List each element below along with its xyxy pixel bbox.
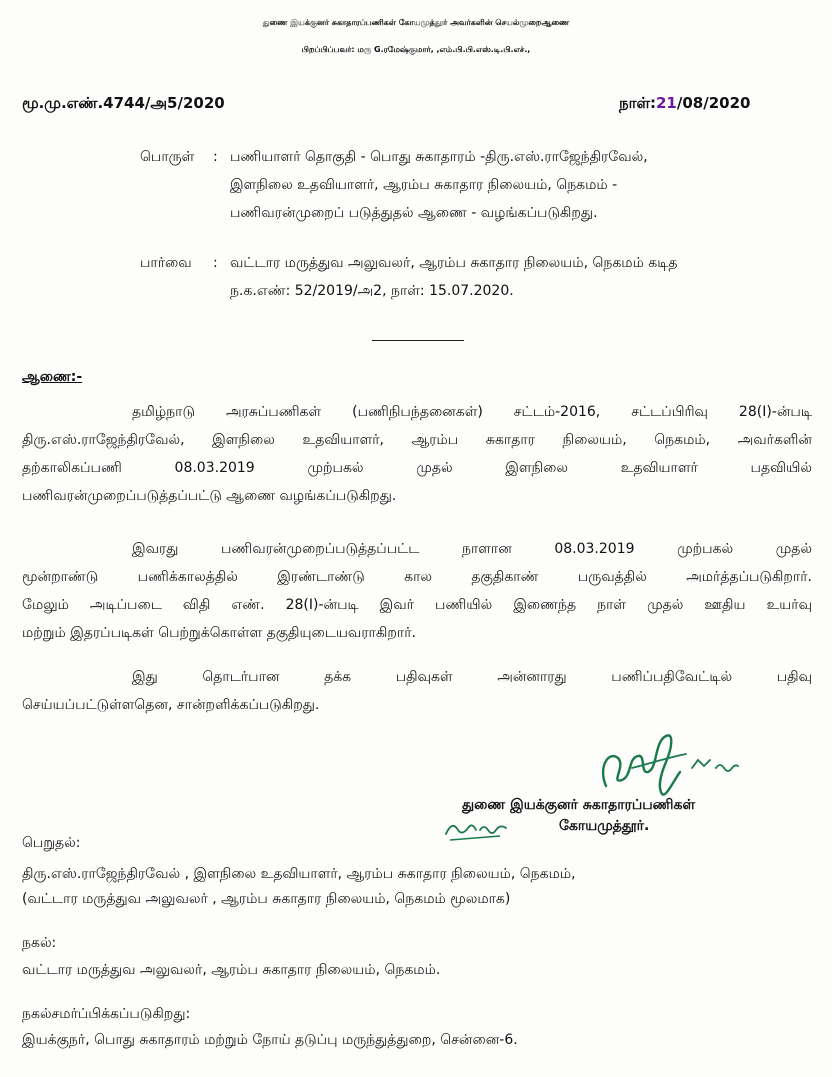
date-label: நாள்: bbox=[619, 94, 656, 112]
initials-icon bbox=[440, 810, 520, 850]
reference-label: பார்வை bbox=[140, 255, 192, 271]
header-title: துணை இயக்குனர் சுகாதாரப்பணிகள் கோயமுத்தூர் அவர்களின் செயல்முறைஆணை bbox=[262, 18, 570, 27]
reference-colon: : bbox=[213, 255, 218, 271]
paragraph-line: பணிவரன்முறைப்படுத்தப்பட்டு ஆணை வழங்கப்படுகிறது. bbox=[22, 488, 397, 504]
order-label: ஆணை:- bbox=[22, 369, 83, 385]
separator-line bbox=[372, 340, 464, 341]
order-paragraph-2 bbox=[22, 535, 812, 647]
signatory-place: கோயமுத்தூர். bbox=[559, 818, 650, 834]
copy-line: வட்டார மருத்துவ அலுவலர், ஆரம்ப சுகாதார நிலையம், நெகமம். bbox=[22, 962, 441, 978]
paragraph-line: செய்யப்பட்டுள்ளதென, சான்றளிக்கப்படுகிறது. bbox=[22, 697, 320, 713]
recipient-line-2: (வட்டார மருத்துவ அலுவலர் , ஆரம்ப சுகாதார நிலையம், நெகமம் மூலமாக) bbox=[22, 891, 511, 907]
date-rest: /08/2020 bbox=[676, 94, 751, 112]
recipient-line-1: திரு.எஸ்.ராஜேந்திரவேல் , இளநிலை உதவியாளர், ஆரம்ப சுகாதார நிலையம், நெகமம், bbox=[22, 866, 576, 882]
date-day: 21 bbox=[656, 94, 677, 112]
order-paragraph-1 bbox=[22, 398, 812, 510]
paragraph-line: திரு.எஸ்.ராஜேந்திரவேல், இளநிலை உதவியாளர், ஆரம்ப சுகாதார நிலையம், நெகமம், அவர்களின் bbox=[22, 432, 812, 448]
subject-label: பொருள் bbox=[140, 149, 195, 165]
copy-submitted-label: நகல்சமர்ப்பிக்கப்படுகிறது: bbox=[22, 1006, 191, 1022]
copy-label: நகல்: bbox=[22, 935, 57, 951]
subject-colon: : bbox=[213, 149, 218, 165]
paragraph-line: மூன்றாண்டு பணிக்காலத்தில் இரண்டாண்டு கால தகுதிகாண் பருவத்தில் அமர்த்தப்படுகிறார். bbox=[22, 569, 812, 585]
subject-line-1: பணியாளர் தொகுதி - பொது சுகாதாரம் -திரு.எஸ்.ராஜேந்திரவேல், bbox=[230, 149, 648, 165]
reference-line-1: வட்டார மருத்துவ அலுவலர், ஆரம்ப சுகாதார நிலையம், நெகமம் கடித bbox=[230, 255, 678, 271]
paragraph-line: தமிழ்நாடு அரசுப்பணிகள் (பணிநிபந்தனைகள்) சட்டம்-2016, சட்டப்பிரிவு 28(I)-ன்படி bbox=[132, 404, 812, 420]
copy-submitted-line: இயக்குநர், பொது சுகாதாரம் மற்றும் நோய் தடுப்பு மருந்துத்துறை, சென்னை-6. bbox=[22, 1032, 518, 1048]
paragraph-line: தற்காலிகப்பணி 08.03.2019 முற்பகல் முதல் இளநிலை உதவியாளர் பதவியில் bbox=[22, 460, 812, 476]
recipient-label: பெறுதல்: bbox=[22, 835, 81, 851]
order-date bbox=[619, 94, 750, 114]
signature-icon bbox=[588, 728, 758, 808]
subject-line-3: பணிவரன்முறைப் படுத்துதல் ஆணை - வழங்கப்படுகிறது. bbox=[230, 205, 598, 221]
order-paragraph-3 bbox=[22, 663, 812, 719]
paragraph-line: இது தொடர்பான தக்க பதிவுகள் அன்னாரது பணிப்பதிவேட்டில் பதிவு bbox=[132, 669, 812, 685]
paragraph-line: மேலும் அடிப்படை விதி எண். 28(I)-ன்படி இவர் பணியில் இணைந்த நாள் முதல் ஊதிய உயர்வு bbox=[22, 597, 812, 613]
subject-line-2: இளநிலை உதவியாளர், ஆரம்ப சுகாதார நிலையம், நெகமம் - bbox=[230, 177, 618, 193]
reference-number: மூ.மு.எண்.4744/அ5/2020 bbox=[22, 94, 225, 112]
reference-line-2: ந.க.எண்: 52/2019/அ2, நாள்: 15.07.2020. bbox=[230, 283, 514, 299]
signatory-title: துணை இயக்குனர் சுகாதாரப்பணிகள் bbox=[462, 797, 696, 813]
header-issuer: பிறப்பிப்பவர்: மரு G.ரமேஷ்குமார், ,எம்.பி.பி.எஸ்.டி.பி.எச்., bbox=[301, 45, 531, 54]
paragraph-line: மற்றும் இதரப்படிகள் பெற்றுக்கொள்ள தகுதியுடையவராகிறார். bbox=[22, 625, 416, 641]
paragraph-line: இவரது பணிவரன்முறைப்படுத்தப்பட்ட நாளான 08.03.2019 முற்பகல் முதல் bbox=[132, 541, 812, 557]
